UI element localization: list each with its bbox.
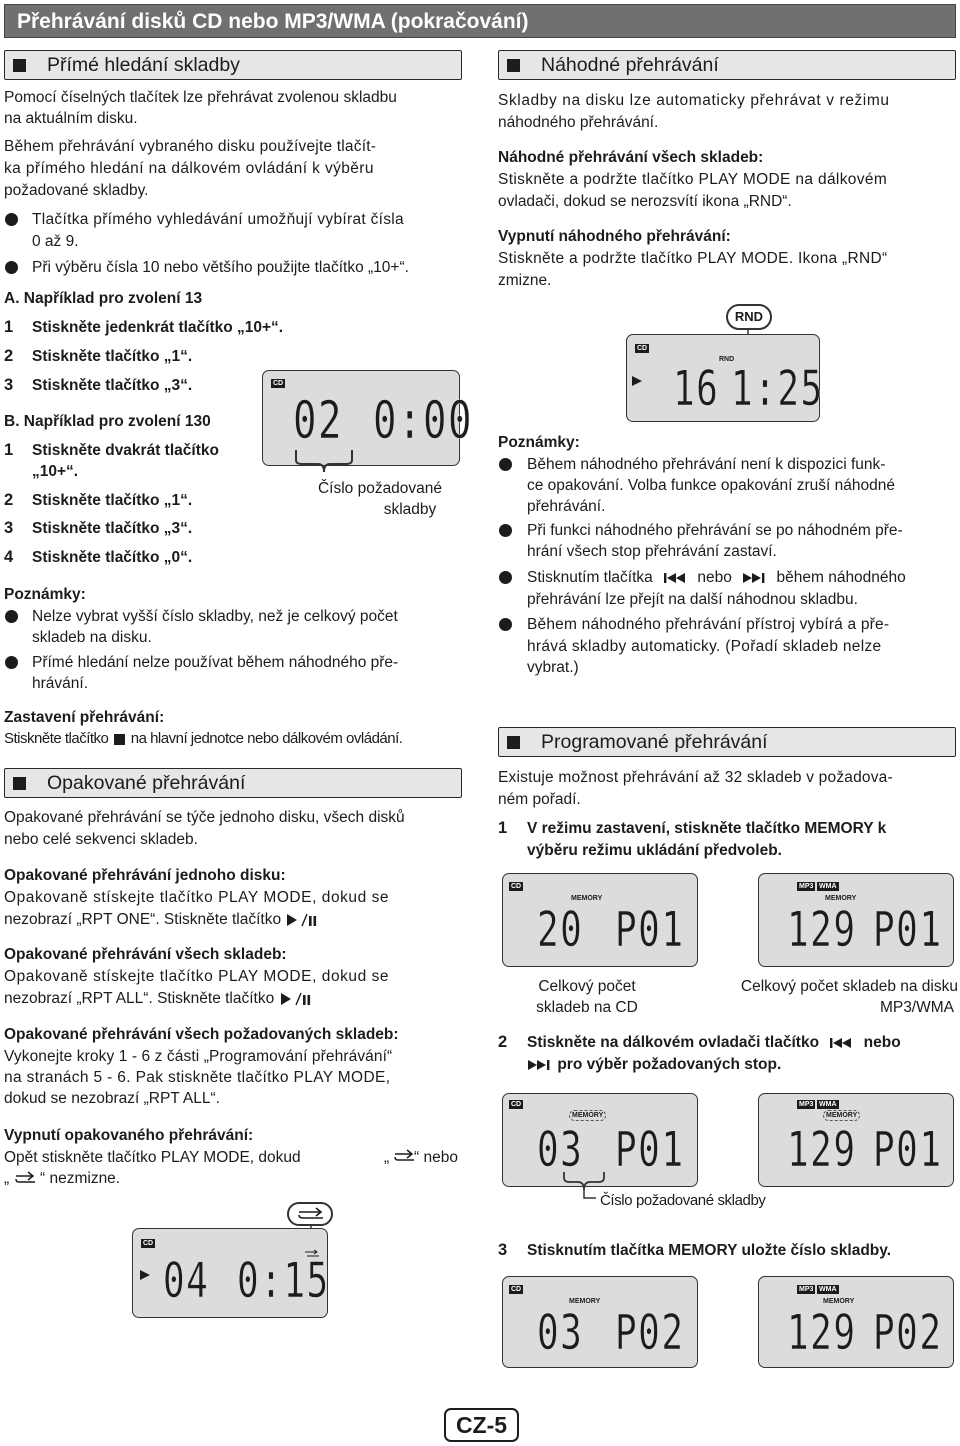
lcd-time: 1:25 (731, 361, 824, 417)
heading-text: Opakované přehrávání (47, 772, 246, 794)
note2b: hrávání. (32, 675, 89, 692)
direct-bullet1b: 0 až 9. (32, 233, 79, 250)
random-note3b: přehrávání lze přejít na další náhodnou skladbu. (527, 591, 858, 608)
repeat-p1b: nebo celé sekvenci skladeb. (4, 831, 198, 848)
skip-forward-icon (742, 572, 766, 584)
program-p1a: Existuje možnost přehrávání až 32 skladeb v požadova- (498, 769, 893, 786)
repeat-program-heading: Opakované přehrávání všech požadovaných skladeb: (4, 1026, 399, 1043)
repeat-p2b (4, 909, 319, 930)
caption-total-cd-1: Celkový počet (538, 978, 636, 995)
heading-text: Náhodné přehrávání (541, 54, 719, 76)
repeat-p4c: dokud se nezobrazí „RPT ALL“. (4, 1090, 220, 1107)
example-a-heading: A. Například pro zvolení 13 (4, 290, 203, 307)
repeat-icon (13, 1170, 39, 1188)
section-random-heading (498, 50, 956, 80)
random-note3a-or: nebo (697, 569, 732, 586)
square-bullet-icon (13, 59, 26, 72)
random-note3a-end: během náhodného (776, 569, 906, 586)
program-step2a-text: Stiskněte na dálkovém ovladači tlačítko (527, 1034, 820, 1051)
step-number: 1 (498, 819, 508, 837)
stop-text (4, 728, 402, 749)
section-repeat-heading (4, 768, 462, 798)
lcd-selected-track: 129 (787, 1305, 857, 1361)
random-p1a: Skladby na disku lze automaticky přehrávat v režimu (498, 92, 890, 109)
lcd-memory-indicator: MEMORY (823, 1298, 855, 1305)
program-p1b: ném pořadí. (498, 791, 581, 808)
lcd-time: 0:15 (237, 1253, 330, 1309)
lcd-display-program-cd-stored (502, 1276, 698, 1368)
heading-text: Přímé hledání skladby (47, 54, 240, 76)
square-bullet-icon (13, 777, 26, 790)
note1b: skladeb na disku. (32, 629, 152, 646)
program-step3: Stisknutím tlačítka MEMORY uložte číslo skladby. (527, 1242, 892, 1259)
page-title: Přehrávání disků CD nebo MP3/WMA (pokračování) (17, 10, 529, 33)
random-p2b: ovladači, dokud se nerozsvítí ikona „RND“. (498, 193, 792, 210)
example-a-step1: Stiskněte jedenkrát tlačítko „10+“. (32, 319, 284, 336)
mp3-tag: MP3 (799, 1286, 814, 1293)
random-note2a: Při funkci náhodného přehrávání se po náhodném pře- (527, 522, 903, 539)
mp3-tag: MP3 (799, 1101, 814, 1108)
stop-text-b: na hlavní jednotce nebo dálkovém ovládání. (130, 730, 403, 747)
step-number: 3 (4, 519, 14, 537)
random-note4c: vybrat.) (527, 659, 579, 676)
skip-back-icon (663, 572, 687, 584)
random-note4a: Během náhodného přehrávání přístroj vybírá a pře- (527, 616, 890, 633)
wma-tag: WMA (819, 1286, 837, 1293)
lcd-selected-track: 03 (537, 1305, 584, 1361)
stop-heading: Zastavení přehrávání: (4, 709, 165, 726)
program-step2a-or: nebo (863, 1034, 901, 1051)
repeat-off-heading: Vypnutí opakovaného přehrávání: (4, 1127, 254, 1144)
bullet-dot-icon (5, 656, 18, 669)
stop-text-a: Stiskněte tlačítko (4, 730, 109, 747)
lcd-display-program-mp3-stored (758, 1276, 954, 1368)
bullet-dot-icon (499, 458, 512, 471)
direct-bullet1a: Tlačítka přímého vyhledávání umožňují vybírat čísla (32, 211, 404, 228)
section-direct-search-heading (4, 50, 462, 80)
lcd-memory-indicator: MEMORY (571, 895, 603, 902)
repeat-p4a: Vykonejte kroky 1 - 6 z části „Programování přehrávání“ (4, 1048, 393, 1065)
repeat-quote-open2: „ (4, 1170, 10, 1187)
lcd-selected-track: 03 (537, 1122, 584, 1178)
lcd-memory-blinking-indicator: MEMORY (569, 1110, 606, 1121)
bullet-dot-icon (5, 213, 18, 226)
wma-tag: WMA (819, 883, 837, 890)
direct-p1a: Pomocí číselných tlačítek lze přehrávat zvolenou skladbu (4, 89, 397, 106)
skip-forward-icon (527, 1059, 551, 1071)
cd-tag: CD (637, 345, 648, 352)
lcd-caption-line1: Číslo požadované (317, 480, 443, 497)
lcd-program-slot: P01 (615, 902, 685, 958)
bullet-dot-icon (499, 571, 512, 584)
repeat-p2b-text: nezobrazí „RPT ONE“. Stiskněte tlačítko (4, 911, 282, 928)
lcd-program-slot: P01 (873, 1122, 943, 1178)
repeat-badge (287, 1202, 333, 1226)
play-pause-icon (285, 913, 319, 927)
repeat-quote-open: „ (384, 1149, 390, 1166)
direct-p2b: ka přímého hledání na dálkovém ovládání k výběru (4, 160, 374, 177)
bullet-dot-icon (499, 524, 512, 537)
random-p1b: náhodného přehrávání. (498, 114, 659, 131)
section-program-heading (498, 727, 956, 757)
direct-bullet2: Při výběru čísla 10 nebo většího použijte tlačítko „10+“. (32, 259, 409, 276)
cd-tag: CD (511, 883, 522, 890)
cd-tag: CD (273, 380, 284, 387)
lcd-display-program-mp3-select (758, 1093, 954, 1187)
random-note2b: hrání všech stop přehrávání zastaví. (527, 543, 777, 560)
play-indicator-icon (139, 1269, 151, 1281)
bullet-dot-icon (5, 261, 18, 274)
random-note1a: Během náhodného přehrávání není k dispozici funk- (527, 456, 886, 473)
direct-p2a: Během přehrávání vybraného disku používejte tlačít- (4, 138, 377, 155)
repeat-p1a: Opakované přehrávání se týče jednoho disku, všech disků (4, 809, 405, 826)
step-number: 3 (498, 1241, 508, 1259)
lcd-program-slot: P02 (873, 1305, 943, 1361)
skip-back-icon (829, 1037, 853, 1049)
rnd-badge: RND (726, 304, 772, 330)
caption-total-mp3-1: Celkový počet skladeb na disku (740, 978, 958, 995)
square-bullet-icon (507, 59, 520, 72)
caption-total-cd-2: skladeb na CD (536, 999, 638, 1016)
program-step1b: výběru režimu ukládání předvoleb. (527, 842, 782, 859)
random-off-heading: Vypnutí náhodného přehrávání: (498, 228, 731, 245)
lcd-program-slot: P02 (615, 1305, 685, 1361)
square-bullet-icon (507, 736, 520, 749)
example-a-step3: Stiskněte tlačítko „3“. (32, 377, 193, 394)
lcd-track-number: 02 (293, 391, 343, 451)
example-b-step3: Stiskněte tlačítko „3“. (32, 520, 193, 537)
lcd-track-number: 16 (673, 361, 720, 417)
repeat-p3b (4, 988, 313, 1009)
step-number: 2 (498, 1033, 508, 1051)
step-number: 1 (4, 318, 14, 336)
lcd-display-program-cd (502, 873, 698, 967)
caption-total-mp3-2: MP3/WMA (879, 999, 954, 1016)
mp3-tag: MP3 (799, 883, 814, 890)
cd-tag: CD (511, 1286, 522, 1293)
bullet-dot-icon (499, 618, 512, 631)
direct-p1b: na aktuálním disku. (4, 110, 138, 127)
program-step1a: V režimu zastavení, stiskněte tlačítko MEMORY k (527, 820, 887, 837)
step-number: 1 (4, 441, 14, 459)
random-note3a-text: Stisknutím tlačítka (527, 569, 653, 586)
repeat-p5a2: “ nebo (414, 1149, 458, 1166)
repeat-p3a: Opakovaně stískejte tlačítko PLAY MODE, dokud se (4, 968, 390, 985)
repeat-p3b-text: nezobrazí „RPT ALL“. Stiskněte tlačítko (4, 990, 275, 1007)
program-step2b-text: pro výběr požadovaných stop. (557, 1056, 782, 1073)
random-note3a (527, 567, 906, 588)
example-a-step2: Stiskněte tlačítko „1“. (32, 348, 193, 365)
lcd-display-repeat (132, 1228, 328, 1318)
repeat-all-heading: Opakované přehrávání všech skladeb: (4, 946, 287, 963)
step-number: 4 (4, 548, 14, 566)
random-notes-heading: Poznámky: (498, 434, 580, 451)
program-step2b (527, 1054, 781, 1075)
play-indicator-icon (631, 375, 643, 387)
example-b-step1b: „10+“. (32, 463, 79, 480)
cd-tag: CD (511, 1101, 522, 1108)
play-pause-icon (279, 992, 313, 1006)
example-b-heading: B. Například pro zvolení 130 (4, 413, 211, 430)
lcd-selected-track: 129 (787, 1122, 857, 1178)
caption-selected-track: Číslo požadované skladby (600, 1192, 766, 1209)
step-number: 2 (4, 347, 14, 365)
lcd-program-slot: P01 (873, 902, 943, 958)
notes-heading: Poznámky: (4, 586, 86, 603)
program-step2a (527, 1032, 901, 1053)
repeat-p2a: Opakovaně stískejte tlačítko PLAY MODE, dokud se (4, 889, 390, 906)
lcd-display-program-mp3 (758, 873, 954, 967)
random-note1b: ce opakování. Volba funkce opakování zruší náhodné (527, 477, 895, 494)
lcd-program-slot: P01 (615, 1122, 685, 1178)
random-note4b: hrává skladby automaticky. (Pořadí skladeb nelze (527, 638, 882, 655)
step-number: 3 (4, 376, 14, 394)
lcd-total-tracks: 129 (787, 902, 857, 958)
repeat-p4b: na stranách 5 - 6. Pak stiskněte tlačítko PLAY MODE, (4, 1069, 391, 1086)
lcd-track-number: 04 (163, 1253, 210, 1309)
repeat-one-heading: Opakované přehrávání jednoho disku: (4, 867, 286, 884)
lcd-caption-line2: skladby (383, 501, 437, 518)
example-b-step2: Stiskněte tlačítko „1“. (32, 492, 193, 509)
repeat-p5b: “ nezmizne. (40, 1170, 121, 1187)
lcd-total-tracks: 20 (537, 902, 584, 958)
repeat-p5a: Opět stiskněte tlačítko PLAY MODE, dokud (4, 1149, 301, 1166)
lcd-time: 0:00 (373, 391, 473, 451)
random-all-heading: Náhodné přehrávání všech skladeb: (498, 149, 764, 166)
direct-p2c: požadované skladby. (4, 182, 149, 199)
example-b-step4: Stiskněte tlačítko „0“. (32, 549, 193, 566)
step-number: 2 (4, 491, 14, 509)
lcd-memory-indicator: MEMORY (569, 1298, 601, 1305)
cd-tag: CD (143, 1240, 154, 1247)
random-p3b: zmizne. (498, 272, 552, 289)
random-p2a: Stiskněte a podržte tlačítko PLAY MODE na dálkovém (498, 171, 888, 188)
lcd-display-random (626, 334, 824, 422)
page-title-bar (4, 4, 956, 38)
repeat-icon (291, 1205, 333, 1225)
note2a: Přímé hledání nelze používat během náhodného pře- (32, 654, 399, 671)
lcd-memory-indicator: MEMORY (825, 895, 857, 902)
lcd-rnd-indicator: RND (719, 356, 735, 363)
example-b-step1a: Stiskněte dvakrát tlačítko (32, 442, 219, 459)
random-p3a: Stiskněte a podržte tlačítko PLAY MODE. Ikona „RND“ (498, 250, 888, 267)
stop-square-icon (114, 734, 125, 745)
bullet-dot-icon (5, 610, 18, 623)
heading-text: Programované přehrávání (541, 731, 768, 753)
lcd-memory-blinking-indicator: MEMORY (823, 1110, 860, 1121)
wma-tag: WMA (819, 1101, 837, 1108)
note1a: Nelze vybrat vyšší číslo skladby, než je celkový počet (32, 608, 398, 625)
random-note1c: přehrávání. (527, 498, 606, 515)
page-number: CZ-5 (444, 1408, 519, 1442)
